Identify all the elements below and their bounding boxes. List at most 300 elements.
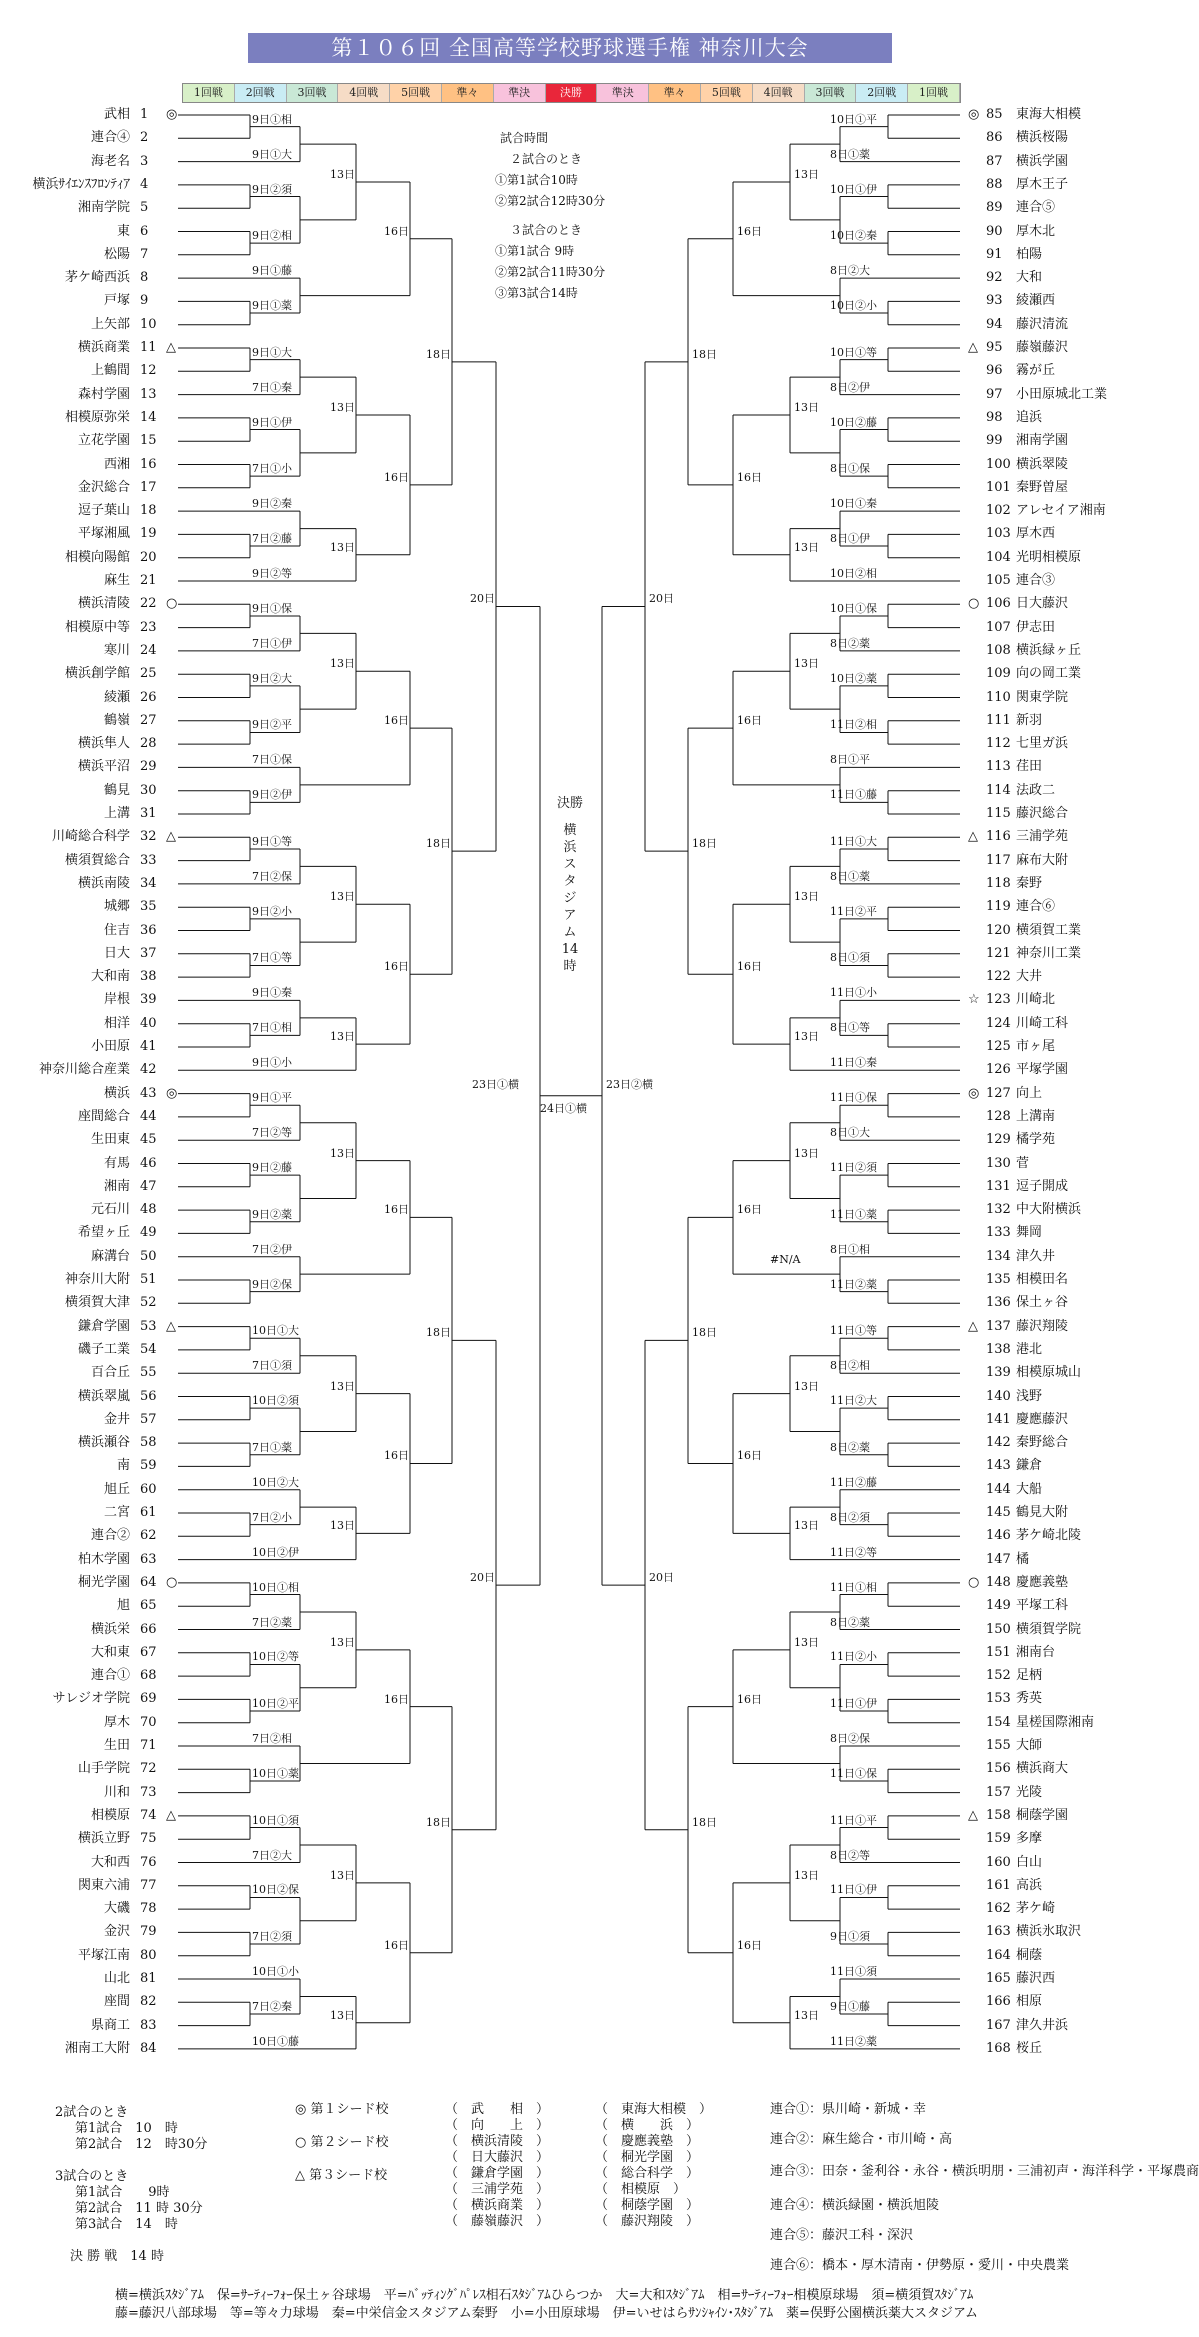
team-number: 162 <box>986 1901 1011 1917</box>
round-date: 16日 <box>737 1692 762 1706</box>
team-name: 湘南台 <box>1016 1644 1056 1660</box>
team-name: 大和南 <box>90 969 130 985</box>
game-label: 11日②藤 <box>830 1475 877 1489</box>
team-name: 白山 <box>1016 1854 1043 1870</box>
game-label: 10日①小 <box>252 1965 299 1978</box>
round-date: 13日 <box>330 1146 355 1160</box>
game-label: 8日②薬 <box>830 1615 870 1629</box>
team-number: 43 <box>140 1085 157 1101</box>
team-name: 秦野総合 <box>1016 1435 1069 1451</box>
team-name: 厚木北 <box>1016 223 1056 239</box>
team-number: 102 <box>986 503 1011 519</box>
round-date: 16日 <box>737 714 762 728</box>
round-date: 20日 <box>649 1571 674 1585</box>
team-number: 134 <box>986 1248 1011 1264</box>
time-note: 第2試合 11 時 30分 <box>75 2201 203 2216</box>
team-number: 158 <box>986 1807 1011 1823</box>
team-name: 鶴嶺 <box>103 712 130 728</box>
time-note: 第1試合 9時 <box>75 2185 170 2200</box>
final-venue-line: ジ <box>563 891 577 906</box>
team-name: 横浜桜陽 <box>1016 130 1069 146</box>
team-name: 連合④ <box>90 130 130 146</box>
team-number: 74 <box>140 1807 157 1823</box>
round-date: 13日 <box>794 657 819 671</box>
team-name: 藤沢西 <box>1016 1971 1056 1986</box>
game-label: 11日①秦 <box>830 1056 877 1070</box>
team-number: 124 <box>986 1015 1011 1031</box>
game-label: 9日②小 <box>252 904 292 918</box>
team-number: 101 <box>986 479 1011 495</box>
team-name: 鶴見 <box>103 782 130 798</box>
team-name: 新羽 <box>1016 712 1043 728</box>
team-name: 相原 <box>1016 1994 1043 2010</box>
team-name: 生田 <box>103 1738 130 1753</box>
team-number: 63 <box>140 1551 157 1567</box>
team-number: 97 <box>986 386 1003 402</box>
team-name: 横浜商大 <box>1016 1761 1069 1777</box>
team-name: 磯子工業 <box>77 1341 130 1357</box>
team-number: 121 <box>986 945 1011 961</box>
team-name: 大和西 <box>90 1854 130 1870</box>
game-label: 9日②平 <box>252 718 292 732</box>
team-number: 131 <box>986 1178 1011 1194</box>
round-date: 18日 <box>692 1815 717 1829</box>
team-number: 136 <box>986 1295 1011 1311</box>
team-name: 菅 <box>1016 1155 1030 1171</box>
team-number: 9 <box>140 293 149 309</box>
team-number: 68 <box>140 1668 157 1684</box>
game-label: 7日②小 <box>252 1510 292 1524</box>
team-number: 58 <box>140 1435 157 1451</box>
round-legend-item: 1回戦 <box>183 84 235 102</box>
team-number: 167 <box>986 2017 1011 2033</box>
game-label: 10日②相 <box>830 567 877 580</box>
team-name: 上矢部 <box>90 316 130 332</box>
game-label: 10日①須 <box>252 1813 299 1827</box>
team-name: 桜丘 <box>1016 2040 1043 2056</box>
game-label: 8日①大 <box>830 1126 870 1140</box>
team-name: 県商工 <box>90 2017 130 2033</box>
game-label: 7日①相 <box>252 1021 292 1035</box>
time-note: 第2試合 12 時30分 <box>75 2137 208 2152</box>
team-name: 小田原 <box>90 1039 130 1054</box>
round-date: 16日 <box>737 1449 762 1463</box>
team-number: 4 <box>140 176 149 192</box>
game-label: 8日②伊 <box>830 380 870 394</box>
game-label: 10日②保 <box>252 1883 299 1897</box>
game-label: 7日①小 <box>252 462 292 476</box>
round-legend-item: 5回戦 <box>390 84 442 102</box>
game-label: 11日①大 <box>830 834 877 848</box>
team-name: 横浜平沼 <box>77 759 130 775</box>
team-number: 2 <box>140 130 149 146</box>
seed-school: （ 東海大相模 ） <box>595 2102 713 2117</box>
team-number: 66 <box>140 1621 157 1637</box>
team-name: 霧が丘 <box>1016 363 1056 379</box>
team-number: 116 <box>986 829 1011 845</box>
team-number: 112 <box>986 736 1011 752</box>
team-name: 西湘 <box>103 456 130 472</box>
combined-team-note: 連合⑤：藤沢工科・深沢 <box>770 2228 914 2243</box>
team-number: 91 <box>986 246 1003 262</box>
team-number: 53 <box>140 1318 157 1334</box>
seed-mark: △ <box>166 1807 176 1823</box>
game-label: 7日②秦 <box>252 1999 292 2013</box>
venue-legend: 藤=藤沢八部球場 等=等々力球場 秦=中栄信金スタジアム秦野 小=小田原球場 伊=いせはらｻﾝｼｬｲﾝ･ｽﾀｼﾞｱﾑ 薬=俣野公園横浜薬大スタジアム <box>115 2306 979 2321</box>
team-number: 119 <box>986 899 1011 915</box>
team-name: 向の岡工業 <box>1016 666 1082 682</box>
team-number: 5 <box>140 200 149 216</box>
seed-mark: △ <box>968 340 978 355</box>
round-date: 16日 <box>384 1938 409 1952</box>
team-name: 茅ケ崎西浜 <box>64 270 130 286</box>
team-number: 19 <box>140 526 157 542</box>
game-label: 11日②須 <box>830 1161 877 1175</box>
game-label: 8日②大 <box>830 264 870 278</box>
team-number: 42 <box>140 1062 157 1078</box>
game-label: 7日①薬 <box>252 1440 292 1454</box>
team-number: 16 <box>140 456 157 472</box>
seed-mark: ○ <box>166 596 178 612</box>
team-name: 神奈川工業 <box>1016 945 1082 961</box>
game-label: 10日①薬 <box>252 1766 299 1780</box>
round-date: 16日 <box>384 224 409 238</box>
round-legend-item: 3回戦 <box>805 84 857 102</box>
game-label: 10日②小 <box>830 299 877 313</box>
team-number: 154 <box>986 1714 1011 1730</box>
round-date: 23日②横 <box>606 1077 653 1091</box>
team-number: 33 <box>140 852 157 868</box>
team-number: 125 <box>986 1039 1011 1054</box>
team-name: 関東六浦 <box>77 1877 130 1893</box>
team-name: 桐蔭学園 <box>1016 1807 1069 1823</box>
round-date: 16日 <box>384 1692 409 1706</box>
team-name: 荏田 <box>1016 759 1043 775</box>
round-date: 13日 <box>330 1635 355 1649</box>
team-number: 27 <box>140 712 157 728</box>
game-label: 7日②保 <box>252 869 292 883</box>
round-date: 13日 <box>794 1519 819 1533</box>
team-name: 麻布大附 <box>1016 852 1069 868</box>
team-name: サレジオ学院 <box>52 1691 130 1707</box>
seed-mark: △ <box>166 829 176 845</box>
team-number: 67 <box>140 1644 157 1660</box>
game-label: 10日②秦 <box>830 229 877 243</box>
game-label: 11日①須 <box>830 1965 877 1978</box>
team-number: 114 <box>986 782 1011 798</box>
team-name: 秦野曽屋 <box>1016 479 1069 495</box>
team-number: 31 <box>140 806 157 821</box>
team-name: 平塚工科 <box>1016 1598 1069 1614</box>
final-venue-line: 浜 <box>563 840 577 855</box>
team-number: 25 <box>140 666 157 682</box>
seed-school: （ 相模原 ） <box>595 2182 687 2197</box>
team-number: 107 <box>986 619 1011 635</box>
round-legend-item: 2回戦 <box>856 84 908 102</box>
team-name: 横浜学園 <box>1016 153 1069 169</box>
combined-team-note: 連合③：田奈・釜利谷・永谷・横浜明朋・三浦初声・海洋科学・平塚農商 <box>770 2164 1199 2179</box>
team-number: 6 <box>140 223 149 239</box>
game-label: 9日①小 <box>252 1056 292 1070</box>
team-number: 92 <box>986 270 1003 286</box>
team-number: 146 <box>986 1528 1011 1544</box>
team-name: アレセイア湘南 <box>1016 503 1106 519</box>
team-number: 149 <box>986 1598 1011 1614</box>
game-label: 7日②伊 <box>252 1242 292 1256</box>
team-name: 相模原城山 <box>1016 1365 1082 1381</box>
team-number: 155 <box>986 1738 1011 1753</box>
team-name: 法政二 <box>1016 782 1056 798</box>
team-number: 126 <box>986 1062 1011 1078</box>
team-number: 87 <box>986 153 1003 169</box>
seed-legend: ○ 第２シード校 <box>295 2135 389 2150</box>
team-number: 69 <box>140 1691 157 1707</box>
team-name: 大井 <box>1016 969 1043 985</box>
team-number: 128 <box>986 1108 1011 1124</box>
team-name: 横浜翠陵 <box>1016 456 1069 472</box>
round-date: 18日 <box>692 347 717 361</box>
team-number: 81 <box>140 1971 157 1986</box>
game-label: 8日②薬 <box>830 636 870 650</box>
final-venue-line: タ <box>563 874 577 889</box>
team-name: 川和 <box>103 1784 130 1800</box>
round-legend-item: 準々 <box>442 84 494 102</box>
round-date: 13日 <box>330 167 355 181</box>
team-name: 保土ヶ谷 <box>1016 1295 1069 1311</box>
game-label: 9日②秦 <box>252 497 292 511</box>
final-venue-line: ス <box>563 857 577 872</box>
game-label: 7日①等 <box>252 951 292 965</box>
round-date: 20日 <box>470 592 495 606</box>
game-label: 7日①保 <box>252 753 292 767</box>
team-name: 日大 <box>103 945 130 961</box>
team-number: 103 <box>986 526 1011 542</box>
round-legend-item: 4回戦 <box>753 84 805 102</box>
team-name: 茅ケ崎北陵 <box>1016 1528 1082 1544</box>
time-note: 3試合のとき <box>55 2169 129 2184</box>
game-label: 9日①秦 <box>252 986 292 1000</box>
team-name: 鎌倉学園 <box>77 1318 130 1334</box>
round-date: 13日 <box>794 167 819 181</box>
team-name: 金井 <box>103 1411 130 1427</box>
team-number: 59 <box>140 1458 157 1474</box>
team-number: 30 <box>140 782 157 798</box>
team-number: 11 <box>140 340 157 355</box>
game-label: 8日①相 <box>830 1242 870 1256</box>
combined-team-note: 連合②：麻生総合・市川崎・高 <box>770 2132 953 2147</box>
team-name: 神奈川総合産業 <box>38 1062 130 1078</box>
team-number: 95 <box>986 340 1003 355</box>
team-name: 関東学院 <box>1016 689 1069 705</box>
team-name: 連合⑤ <box>1016 200 1056 216</box>
game-label: 11日②平 <box>830 904 877 918</box>
round-date: 13日 <box>794 2008 819 2022</box>
team-name: 連合② <box>90 1528 130 1544</box>
round-date: 23日①横 <box>472 1077 519 1091</box>
team-number: 129 <box>986 1132 1011 1148</box>
round-legend-item: 1回戦 <box>908 84 960 102</box>
team-name: 慶應藤沢 <box>1016 1411 1069 1427</box>
team-number: 168 <box>986 2040 1011 2056</box>
round-date: 20日 <box>649 592 674 606</box>
team-name: 湘南学院 <box>77 200 130 216</box>
team-number: 88 <box>986 176 1003 192</box>
round-legend-item: 準決 <box>494 84 546 102</box>
final-venue-line: 決勝 <box>556 796 583 811</box>
team-number: 54 <box>140 1341 157 1357</box>
team-number: 76 <box>140 1854 157 1870</box>
team-name: 厚木西 <box>1016 526 1056 542</box>
round-date: 13日 <box>330 1519 355 1533</box>
round-date: 13日 <box>330 1868 355 1882</box>
round-date: 13日 <box>794 1030 819 1044</box>
final-venue-line: ム <box>563 925 577 940</box>
team-name: 上溝 <box>103 806 130 821</box>
team-name: 山手学院 <box>77 1761 130 1777</box>
team-number: 38 <box>140 969 157 985</box>
team-number: 160 <box>986 1854 1011 1870</box>
team-number: 18 <box>140 503 157 519</box>
game-label: 8日①薬 <box>830 869 870 883</box>
game-label: 7日①秦 <box>252 380 292 394</box>
team-number: 64 <box>140 1574 157 1590</box>
game-label: 10日①平 <box>830 112 877 126</box>
team-number: 115 <box>986 806 1011 821</box>
team-name: 大和 <box>1016 270 1043 286</box>
team-number: 71 <box>140 1738 157 1753</box>
round-date: 16日 <box>384 1449 409 1463</box>
team-number: 82 <box>140 1994 157 2010</box>
team-name: 横浜立野 <box>77 1831 130 1847</box>
game-label: 11日①保 <box>830 1766 877 1780</box>
team-name: 横須賀総合 <box>64 852 130 868</box>
game-label: 8日①伊 <box>830 532 870 546</box>
team-name: 桐蔭 <box>1016 1947 1043 1963</box>
game-label: 10日②大 <box>252 1475 299 1489</box>
team-name: 座間総合 <box>77 1108 130 1124</box>
schedule-line: ②第2試合11時30分 <box>495 265 606 279</box>
team-number: 45 <box>140 1132 157 1148</box>
round-date: 13日 <box>794 890 819 904</box>
team-number: 86 <box>986 130 1003 146</box>
team-number: 141 <box>986 1411 1011 1427</box>
team-name: 川崎総合科学 <box>51 829 130 845</box>
game-label: 9日②伊 <box>252 788 292 802</box>
game-label: 9日①大 <box>252 345 292 359</box>
round-date: 13日 <box>794 400 819 414</box>
game-label: 9日①大 <box>252 147 292 161</box>
game-label: 10日①相 <box>252 1580 299 1594</box>
team-name: 相模原 <box>90 1807 130 1823</box>
team-number: 140 <box>986 1388 1011 1404</box>
team-number: 40 <box>140 1015 157 1031</box>
team-number: 100 <box>986 456 1011 472</box>
schedule-line: ２試合のとき <box>510 152 583 166</box>
game-label: 11日①伊 <box>830 1697 877 1711</box>
team-number: 47 <box>140 1178 157 1194</box>
seed-mark: ○ <box>166 1574 178 1590</box>
team-number: 96 <box>986 363 1003 379</box>
team-name: 足柄 <box>1016 1668 1043 1684</box>
combined-team-note: 連合④：横浜緑園・横浜旭陵 <box>770 2198 940 2213</box>
team-name: 向上 <box>1016 1085 1043 1101</box>
team-number: 138 <box>986 1341 1011 1357</box>
team-number: 17 <box>140 479 157 495</box>
seed-school: （ 横浜商業 ） <box>445 2198 550 2213</box>
game-label: 11日①平 <box>830 1813 877 1827</box>
team-name: 港北 <box>1016 1341 1043 1357</box>
seed-legend: ◎ 第１シード校 <box>295 2102 389 2117</box>
team-number: 14 <box>140 409 157 425</box>
team-number: 12 <box>140 363 157 379</box>
game-label: 11日②等 <box>830 1545 877 1559</box>
round-date: 18日 <box>426 347 451 361</box>
seed-mark: △ <box>968 1318 978 1334</box>
team-name: 中大附横浜 <box>1016 1202 1082 1218</box>
team-name: 戸塚 <box>103 293 130 309</box>
team-number: 104 <box>986 549 1011 565</box>
team-number: 83 <box>140 2017 157 2033</box>
team-name: 麻生 <box>103 573 130 588</box>
game-label: 9日①伊 <box>252 415 292 429</box>
game-label: 9日①薬 <box>252 299 292 313</box>
team-number: 36 <box>140 922 157 938</box>
combined-team-note: 連合①：県川崎・新城・幸 <box>770 2102 927 2117</box>
team-number: 98 <box>986 409 1003 425</box>
team-name: 綾瀬西 <box>1016 293 1056 309</box>
team-number: 117 <box>986 852 1011 868</box>
team-name: 大師 <box>1016 1738 1043 1753</box>
game-label: 11日②薬 <box>830 1277 877 1291</box>
round-legend-item: 5回戦 <box>701 84 753 102</box>
team-name: 光明相模原 <box>1016 549 1082 565</box>
team-number: 35 <box>140 899 157 915</box>
team-number: 133 <box>986 1225 1011 1241</box>
team-name: 伊志田 <box>1016 619 1056 635</box>
game-label: 9日①保 <box>252 601 292 615</box>
team-number: 94 <box>986 316 1003 332</box>
team-name: 津久井 <box>1016 1248 1056 1264</box>
game-label: 9日②須 <box>252 182 292 196</box>
team-name: 横浜氷取沢 <box>1016 1924 1082 1940</box>
seed-mark: ◎ <box>968 107 980 122</box>
game-label: 7日②薬 <box>252 1615 292 1629</box>
team-name: 上鶴間 <box>90 363 130 379</box>
game-label: 10日①保 <box>830 601 877 615</box>
game-label: 11日②相 <box>830 718 877 732</box>
team-name: 秀英 <box>1016 1691 1043 1707</box>
round-date: 18日 <box>426 1815 451 1829</box>
team-name: 平塚学園 <box>1016 1062 1069 1078</box>
seed-school: （ 桐光学園 ） <box>595 2150 700 2165</box>
team-name: 川崎工科 <box>1016 1015 1069 1031</box>
team-number: 127 <box>986 1085 1011 1101</box>
team-name: 横浜緑ヶ丘 <box>1016 642 1082 658</box>
team-name: 旭丘 <box>103 1481 130 1497</box>
team-number: 165 <box>986 1971 1011 1986</box>
team-name: 住吉 <box>103 922 130 938</box>
team-name: 綾瀬 <box>103 689 130 705</box>
team-name: 逗子開成 <box>1016 1178 1069 1194</box>
team-name: 寒川 <box>103 642 130 658</box>
team-name: 横浜ｻｲｴﾝｽﾌﾛﾝﾃｨｱ <box>32 176 130 192</box>
team-number: 10 <box>140 316 157 332</box>
team-name: 光陵 <box>1016 1784 1043 1800</box>
team-number: 3 <box>140 153 149 169</box>
game-label: 9日①平 <box>252 1091 292 1105</box>
team-name: 鶴見大附 <box>1016 1505 1069 1520</box>
team-name: 連合① <box>90 1668 130 1684</box>
